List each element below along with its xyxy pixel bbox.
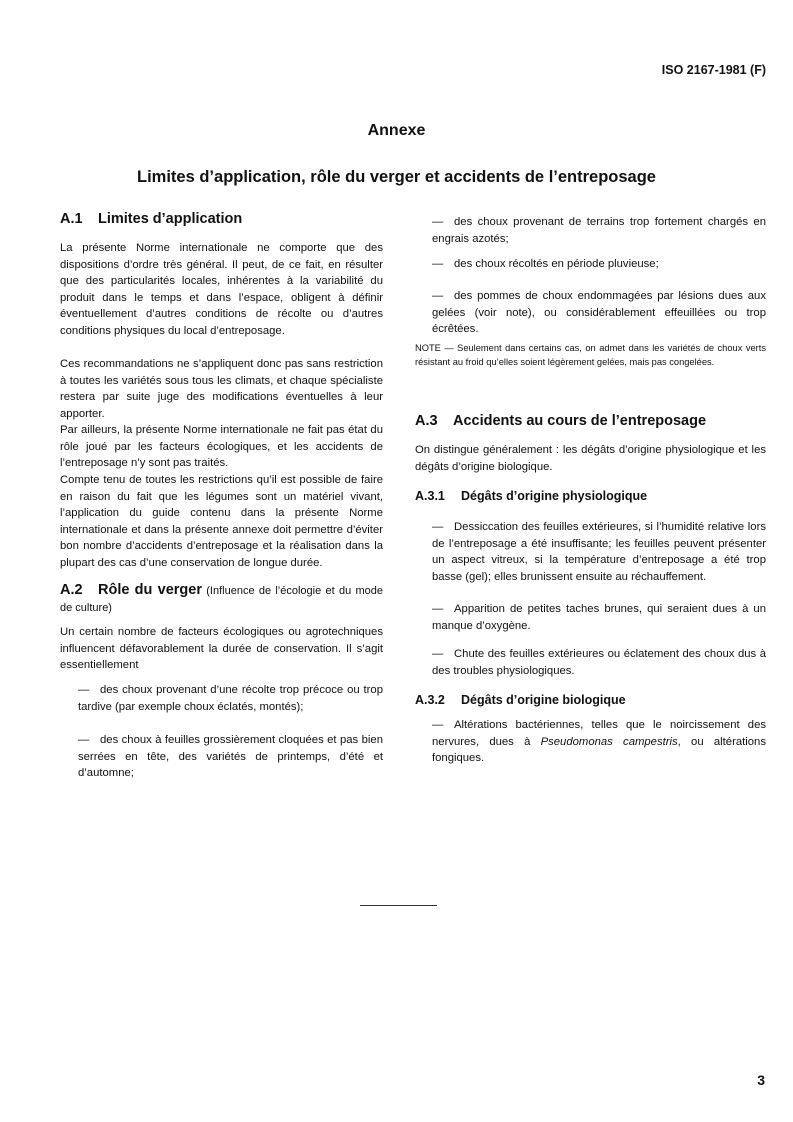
document-id: ISO 2167-1981 (F): [661, 63, 766, 77]
note: NOTE — Seulement dans certains cas, on admet dans les variétés de choux verts résistant au froid qu’elles soient légèrement gelées, mais pas congelées.: [415, 343, 766, 367]
section-number: A.3.1: [415, 489, 445, 503]
end-rule: [360, 905, 437, 906]
section-title: Accidents au cours de l’entreposage: [453, 413, 707, 429]
list-item: [432, 288, 766, 338]
list-item-text: des pommes de choux endommagées par lésions dues aux gelées (voir note), ou considérablement effeuillées ou trop écrêtées.: [432, 290, 766, 336]
list-item: [432, 646, 766, 679]
paragraph: La présente Norme internationale ne comporte que des dispositions d’ordre très général. Il peut, de ce fait, en résulter que des particularités locales, inhérentes à la variabilité du produit dans le temps et dans l’espace, obligent à définir éventuellement d’autres conditions de récolte ou d’autres conditions physiques du local d’entreposage.: [60, 242, 383, 337]
list-item-text: Dessiccation des feuilles extérieures, si l’humidité relative lors de l’entreposage a été insuffisante; les feuilles peuvent présenter un aspect vitreux, si la température d’entreposage a été trop basse (gel); elles brunissent ensuite au réchauffement.: [432, 521, 766, 583]
dash: —: [432, 290, 444, 302]
dash: —: [432, 648, 444, 660]
list-item-text: des choux provenant d’une récolte trop précoce ou trop tardive (par exemple choux éclatés, montés);: [78, 684, 383, 713]
list-item: [432, 214, 766, 247]
list-item: [78, 682, 383, 715]
section-subtitle: (Influence de l’écologie et du mode de culture): [60, 585, 383, 614]
species-name: Pseudomonas campestris: [540, 735, 678, 748]
section-title: Dégâts d’origine physiologique: [461, 489, 648, 503]
section-title: Dégâts d’origine biologique: [461, 693, 626, 707]
list-item: [432, 601, 766, 634]
section-a31-heading: [415, 489, 766, 503]
section-a1-heading: [60, 211, 383, 227]
dash: —: [432, 719, 444, 731]
section-a32-heading: [415, 693, 766, 707]
dash: —: [432, 521, 444, 533]
list-item: [432, 519, 766, 585]
dash: —: [432, 603, 444, 615]
section-title: Limites d’application: [98, 211, 243, 227]
annex-title: Limites d’application, rôle du verger et accidents de l’entreposage: [137, 168, 656, 186]
dash: —: [432, 258, 444, 270]
list-item-text: des choux provenant de terrains trop fortement chargés en engrais azotés;: [432, 216, 766, 245]
dash: —: [78, 734, 90, 746]
paragraph: Ces recommandations ne s’appliquent donc pas sans restriction à toutes les variétés sous tous les climats, et chaque spécialiste restera par suite juge des modifications éventuelles à leur apporter.: [60, 358, 383, 420]
list-item-text: Apparition de petites taches brunes, qui seraient dues à un manque d’oxygène.: [432, 603, 766, 632]
page-number: 3: [757, 1072, 765, 1088]
section-number: A.2: [60, 582, 83, 598]
list-item-text: des choux récoltés en période pluvieuse;: [454, 258, 659, 270]
list-item-text: , ou altérations fongiques.: [432, 735, 766, 765]
paragraph: On distingue généralement : les dégâts d’origine physiologique et les dégâts d’origine biologique.: [415, 444, 766, 473]
list-item: [432, 717, 766, 767]
dash: —: [432, 216, 444, 228]
paragraph: Un certain nombre de facteurs écologiques ou agrotechniques influencent défavorablement la durée de conservation. Il s’agit essentiellement: [60, 626, 383, 672]
list-item: [78, 732, 383, 782]
section-title: Rôle du verger: [98, 582, 202, 598]
section-number: A.3.2: [415, 693, 445, 707]
list-item-text: Chute des feuilles extérieures ou éclatement des choux dus à des troubles physiologiques.: [432, 648, 766, 677]
list-item: [432, 256, 766, 273]
section-number: A.3: [415, 413, 438, 429]
section-number: A.1: [60, 211, 83, 227]
list-item-text: Altérations bactériennes, telles que le noircissement des nervures, dues à: [432, 719, 766, 748]
annex-label: Annexe: [367, 122, 426, 139]
section-a3-heading: [415, 413, 766, 429]
list-item-text: des choux à feuilles grossièrement cloquées et pas bien serrées en tête, des variétés de printemps, d’été et d’automne;: [78, 734, 383, 780]
paragraph: Compte tenu de toutes les restrictions qu’il est possible de faire en raison du fait que les légumes sont un matériel vivant, l’application du guide contenu dans la présente Norme internationale et dans la présente annexe doit permettre d’éviter bon nombre d’accidents d’entreposage et la réalisation dans la plupart des cas d’une conservation de longue durée.: [60, 474, 383, 569]
section-a2-heading: [60, 582, 383, 616]
paragraph: Par ailleurs, la présente Norme internationale ne fait pas état du rôle joué par les facteurs écologiques, et les accidents de l’entreposage n’y sont pas traités.: [60, 424, 383, 470]
dash: —: [78, 684, 90, 696]
